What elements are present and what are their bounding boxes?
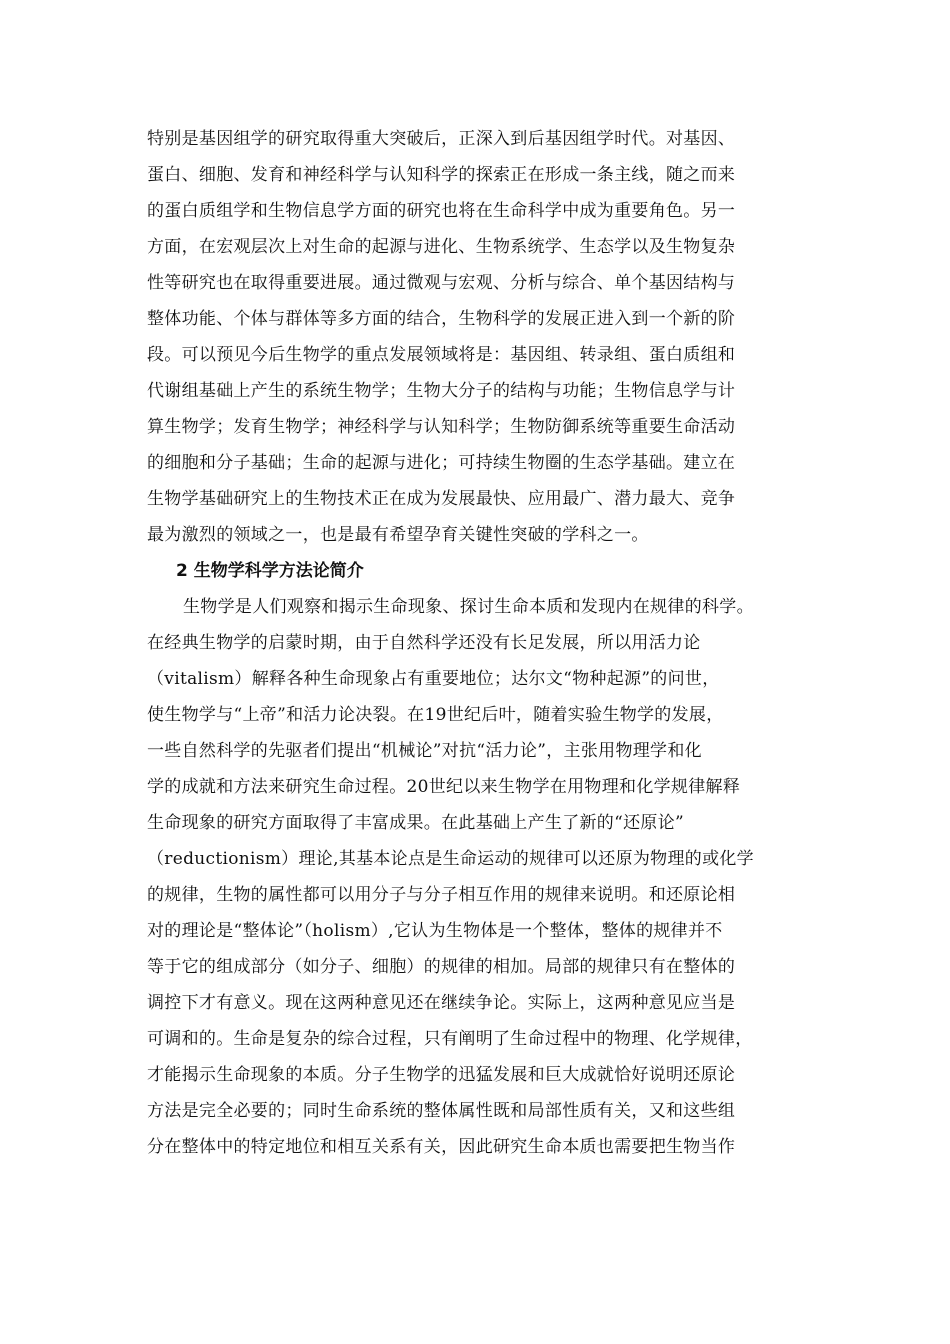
text-line: 整体功能、个体与群体等多方面的结合，生物科学的发展正进入到一个新的阶 [147,309,736,329]
text-line: 段。可以预见今后生物学的重点发展领域将是：基因组、转录组、蛋白质组和 [147,345,736,365]
text-line: 生物学基础研究上的生物技术正在成为发展最快、应用最广、潜力最大、竞争 [147,489,736,509]
text-line: 学的成就和方法来研究生命过程。20世纪以来生物学在用物理和化学规律解释 [147,777,741,797]
text-line: 一些自然科学的先驱者们提出“机械论”对抗“活力论”，主张用物理学和化 [147,741,702,761]
text-line: 在经典生物学的启蒙时期，由于自然科学还没有长足发展，所以用活力论 [147,633,701,653]
text-line: 调控下才有意义。现在这两种意见还在继续争论。实际上，这两种意见应当是 [147,993,736,1013]
text-line: （reductionism）理论,其基本论点是生命运动的规律可以还原为物理的或化学 [147,849,754,869]
text-line: （vitalism）解释各种生命现象占有重要地位；达尔文“物种起源”的问世， [147,669,720,689]
text-line: 生命现象的研究方面取得了丰富成果。在此基础上产生了新的“还原论” [147,813,684,833]
text-line: 可调和的。生命是复杂的综合过程，只有阐明了生命过程中的物理、化学规律， [147,1029,753,1049]
text-line: 使生物学与“上帝”和活力论决裂。在19世纪后叶，随着实验生物学的发展， [147,705,724,725]
text-line: 算生物学；发育生物学；神经科学与认知科学；生物防御系统等重要生命活动 [147,417,736,437]
text-line: 的规律，生物的属性都可以用分子与分子相互作用的规律来说明。和还原论相 [147,885,736,905]
text-line: 方法是完全必要的；同时生命系统的整体属性既和局部性质有关，又和这些组 [147,1101,736,1121]
text-line: 生物学是人们观察和揭示生命现象、探讨生命本质和发现内在规律的科学。 [183,597,754,617]
text-line: 方面，在宏观层次上对生命的起源与进化、生物系统学、生态学以及生物复杂 [147,237,736,257]
text-line: 的细胞和分子基础；生命的起源与进化；可持续生物圈的生态学基础。建立在 [147,453,736,473]
text-line: 才能揭示生命现象的本质。分子生物学的迅猛发展和巨大成就恰好说明还原论 [147,1065,736,1085]
text-line: 的蛋白质组学和生物信息学方面的研究也将在生命科学中成为重要角色。另一 [147,201,736,221]
text-line: 特别是基因组学的研究取得重大突破后，正深入到后基因组学时代。对基因、 [147,129,736,149]
text-line: 最为激烈的领域之一，也是最有希望孕育关键性突破的学科之一。 [147,525,649,545]
section-heading: 2 生物学科学方法论简介 [176,561,364,581]
text-line: 代谢组基础上产生的系统生物学；生物大分子的结构与功能；生物信息学与计 [147,381,736,401]
text-line: 对的理论是“整体论”（holism）,它认为生物体是一个整体，整体的规律并不 [147,921,723,941]
text-line: 等于它的组成部分（如分子、细胞）的规律的相加。局部的规律只有在整体的 [147,957,736,977]
text-line: 蛋白、细胞、发育和神经科学与认知科学的探索正在形成一条主线，随之而来 [147,165,736,185]
text-line: 分在整体中的特定地位和相互关系有关，因此研究生命本质也需要把生物当作 [147,1137,736,1157]
text-line: 性等研究也在取得重要进展。通过微观与宏观、分析与综合、单个基因结构与 [147,273,736,293]
